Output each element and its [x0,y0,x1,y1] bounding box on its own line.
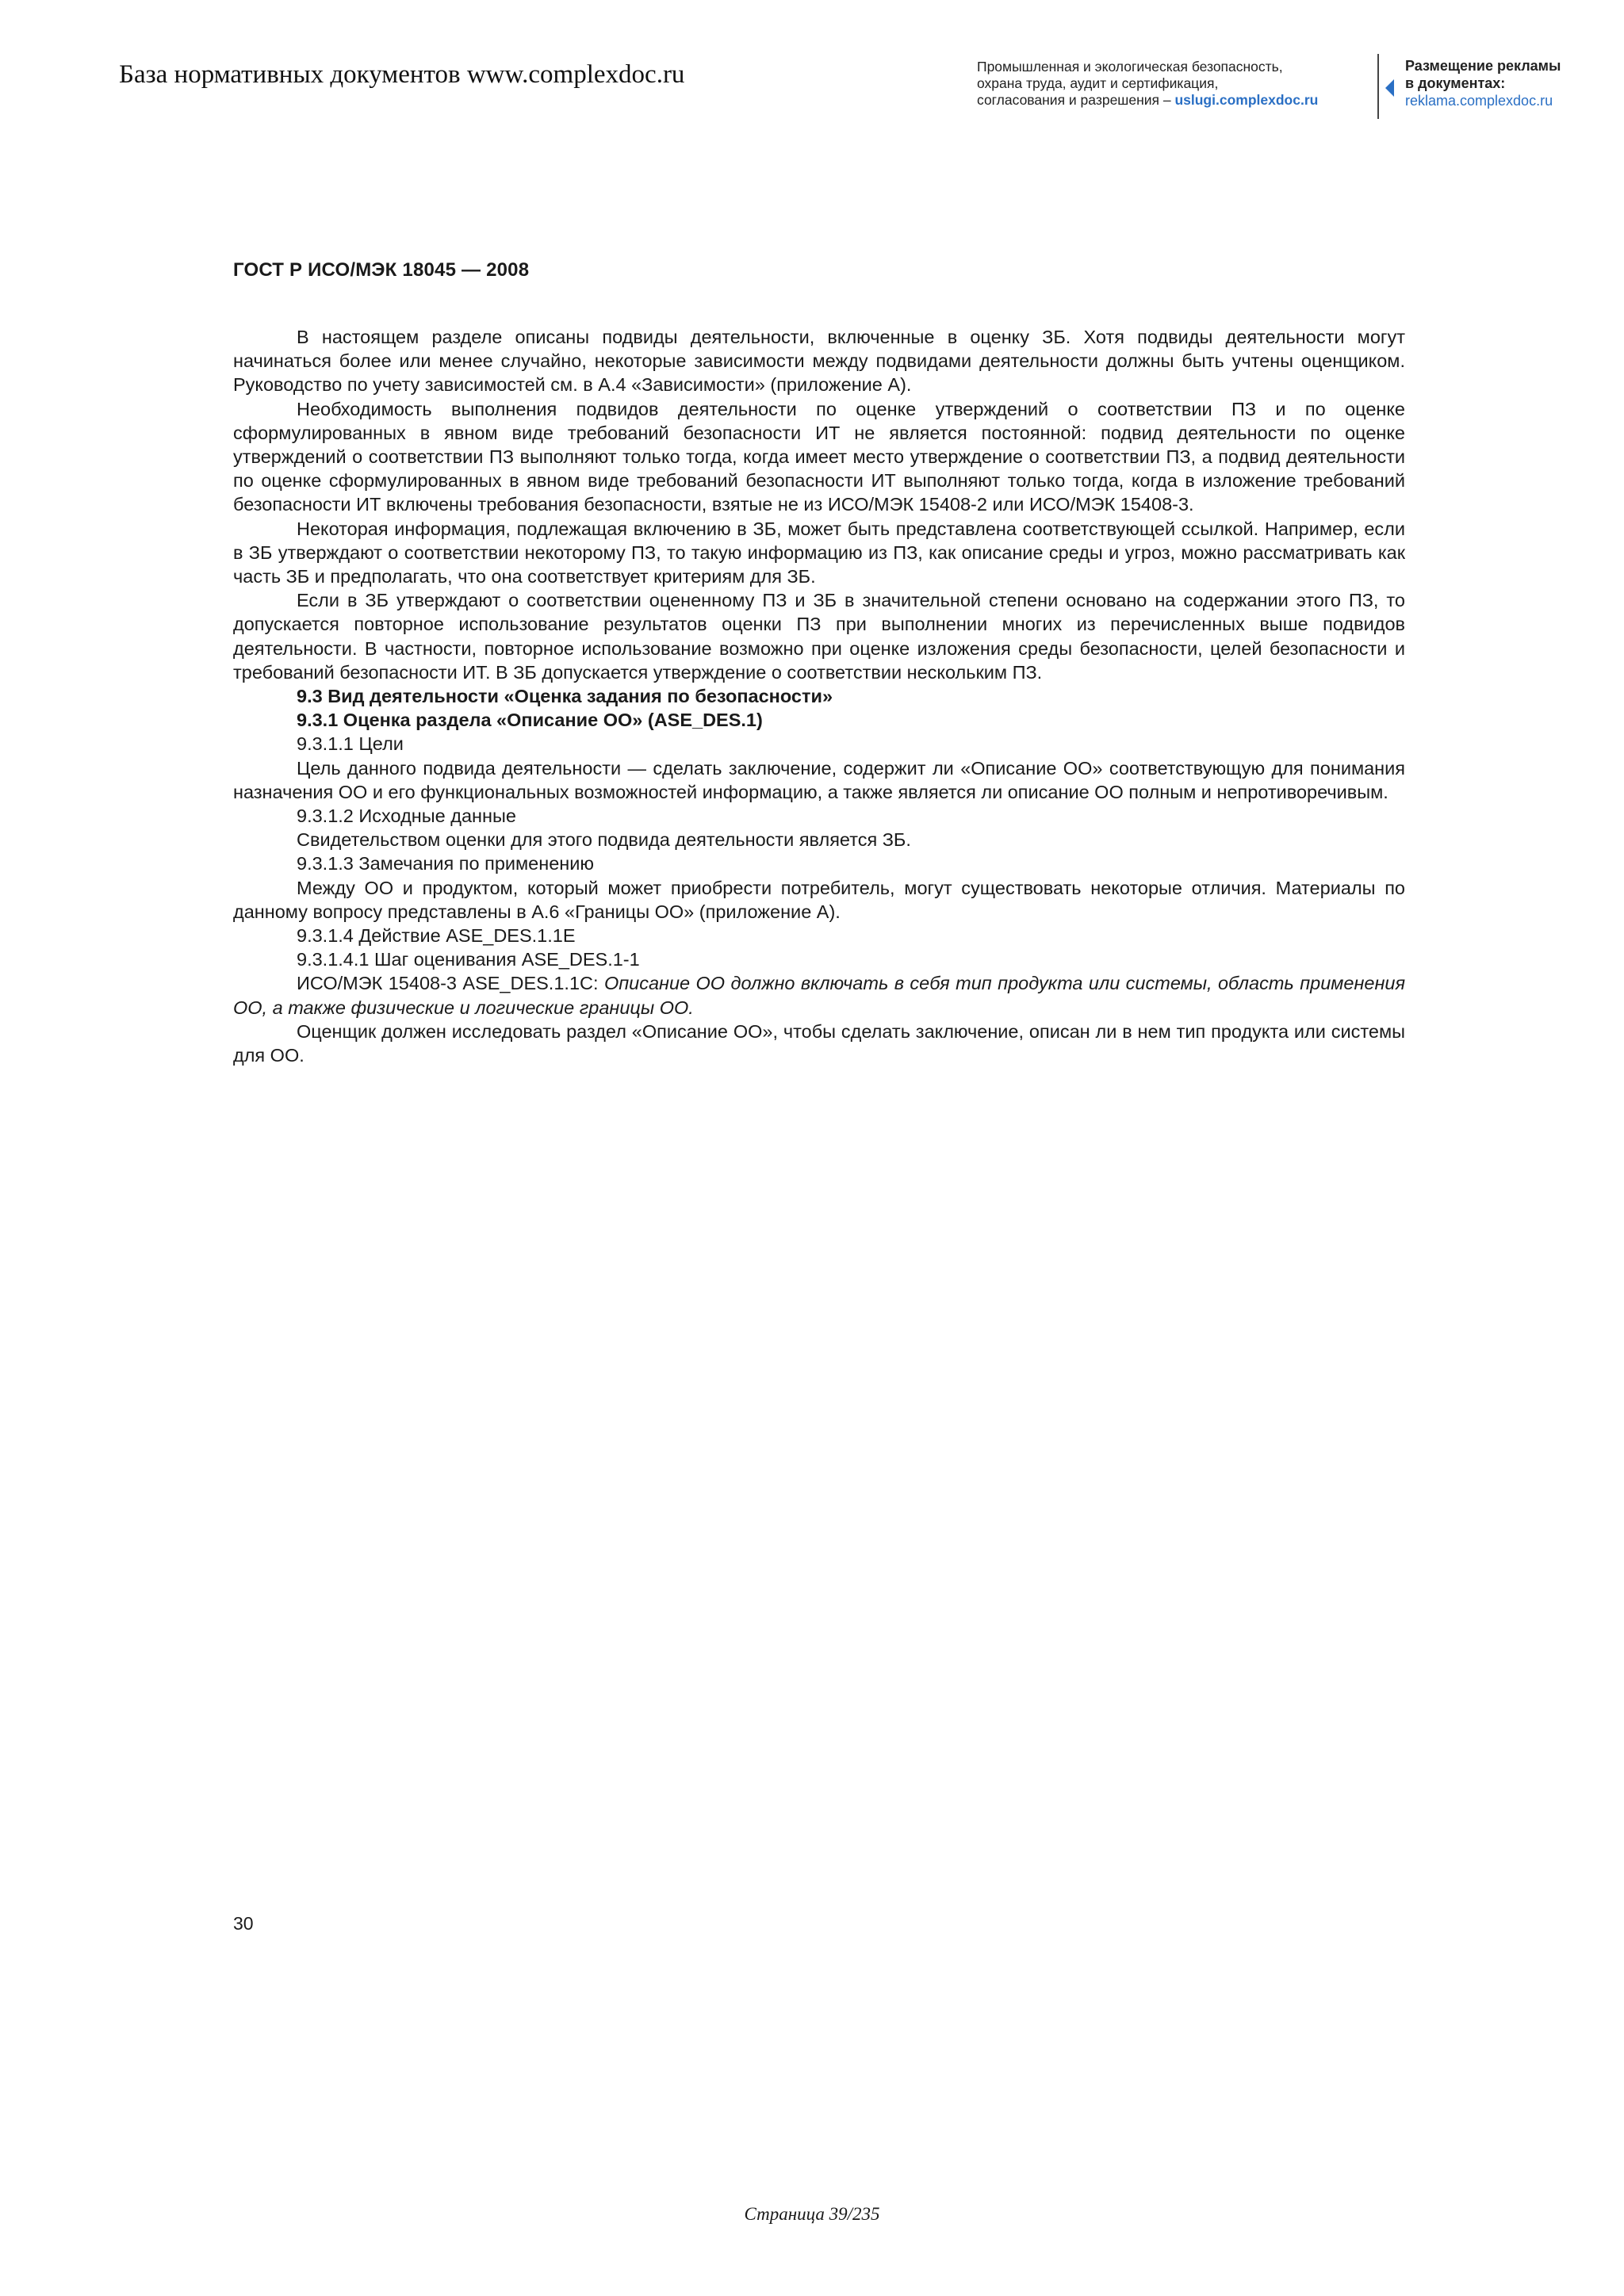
banner-divider [1377,54,1379,119]
paragraph-text: 9.3.1.1 Цели [297,733,404,755]
paragraph-text: Цель данного подвида деятельности — сделать заключение, содержит ли «Описание ОО» соответствующую для понимания назначения ОО и его функциональных возможностей информацию, а также является ли описание ОО полным и непротиворечивым. [233,757,1405,802]
paragraph-text: 9.3.1.4 Действие ASE_DES.1.1E [297,925,576,947]
paragraph [233,684,1405,708]
paragraph-text: Необходимость выполнения подвидов деятельности по оценке утверждений о соответствии ПЗ и по оценке сформулированных в явном виде требований безопасности ИТ не является постоянной: подвид деятельности по оценке утверждений о соответствии ПЗ выполняют только тогда, когда имеет место утверждение о соответствии ПЗ, а подвид деятельности по оценке сформулированных в явном виде требований безопасности ИТ выполняют только тогда, когда в изложение требований безопасности ИТ включены требования безопасности, взятые не из ИСО/МЭК 15408-2 или ИСО/МЭК 15408-3. [233,398,1405,515]
paragraph-italic-text: Описание ОО должно включать в себя тип продукта или системы, область применения ОО, а также физические и логические границы ОО. [233,973,1406,1018]
paragraph [233,947,1405,971]
paragraph-text: 9.3.1.3 Замечания по применению [297,853,595,874]
paragraph-text: ИСО/МЭК 15408-3 ASE_DES.1.1C: [297,973,604,994]
paragraph [233,828,1405,851]
paragraph [233,708,1405,732]
ads-block [1405,57,1603,109]
paragraph-text: Некоторая информация, подлежащая включению в ЗБ, может быть представлена соответствующей ссылкой. Например, если в ЗБ утверждают о соответствии некоторому ПЗ, то такую информацию из ПЗ, как описание среды и угроз, можно рассматривать как часть ЗБ и предполагать, что она соответствует критериям для ЗБ. [233,518,1405,587]
paragraph [233,732,1405,756]
site-title: База нормативных документов www.complexdoc.ru [119,60,685,89]
paragraph [233,851,1405,875]
services-block [977,59,1373,109]
paragraph-text: Если в ЗБ утверждают о соответствии оцененному ПЗ и ЗБ в значительной степени основано на содержании этого ПЗ, то допускается повторное использование результатов оценки ПЗ при выполнении многих из перечисленных выше подвидов деятельности. В частности, повторное использование возможно при оценке изложения среды безопасности, целей безопасности и требований безопасности ИТ. В ЗБ допускается утверждение о соответствии нескольким ПЗ. [233,590,1405,683]
ads-line-1: Размещение рекламы [1405,58,1561,74]
document-code: ГОСТ Р ИСО/МЭК 18045 — 2008 [233,259,530,281]
paragraph-text: Между ОО и продуктом, который может приобрести потребитель, могут существовать некоторые отличия. Материалы по данному вопросу представлены в А.6 «Границы ОО» (приложение А). [233,877,1405,922]
paragraph-text: 9.3.1.4.1 Шаг оценивания ASE_DES.1-1 [297,949,640,970]
services-link[interactable]: uslugi.complexdoc.ru [1174,92,1319,108]
paragraph [233,588,1405,684]
page-footer: Страница 39/235 [744,2204,880,2224]
paragraph [233,397,1405,517]
ads-line-2: в документах: [1405,75,1506,91]
paragraph-text: 9.3.1.2 Исходные данные [297,806,516,827]
paragraph [233,756,1405,804]
document-body [233,325,1405,1067]
paragraph [233,924,1405,947]
paragraph-text: В настоящем разделе описаны подвиды деятельности, включенные в оценку ЗБ. Хотя подвиды деятельности могут начинаться более или менее случайно, некоторые зависимости между подвидами деятельности должны быть учтены оценщиком. Руководство по учету зависимостей см. в А.4 «Зависимости» (приложение А). [233,327,1405,396]
paragraph-text: 9.3 Вид деятельности «Оценка задания по безопасности» [297,686,833,707]
paragraph-text: Свидетельством оценки для этого подвида деятельности является ЗБ. [297,829,911,851]
paragraph-text: 9.3.1 Оценка раздела «Описание ОО» (ASE_DES.1) [297,710,763,731]
services-line-1: Промышленная и экологическая безопасность, [977,59,1283,75]
paragraph [233,325,1405,397]
paragraph [233,876,1405,924]
paragraph [233,971,1405,1019]
services-line-3: согласования и разрешения – [977,92,1175,108]
arrow-left-icon [1385,79,1394,97]
ads-link[interactable]: reklama.complexdoc.ru [1405,93,1553,109]
paragraph [233,1020,1405,1067]
services-line-2: охрана труда, аудит и сертификация, [977,75,1219,91]
page-number: 30 [233,1913,254,1934]
paragraph [233,517,1405,589]
services-line-3-wrap [977,92,1373,109]
paragraph-text: Оценщик должен исследовать раздел «Описание ОО», чтобы сделать заключение, описан ли в нем тип продукта или системы для ОО. [233,1020,1405,1066]
paragraph [233,804,1405,828]
